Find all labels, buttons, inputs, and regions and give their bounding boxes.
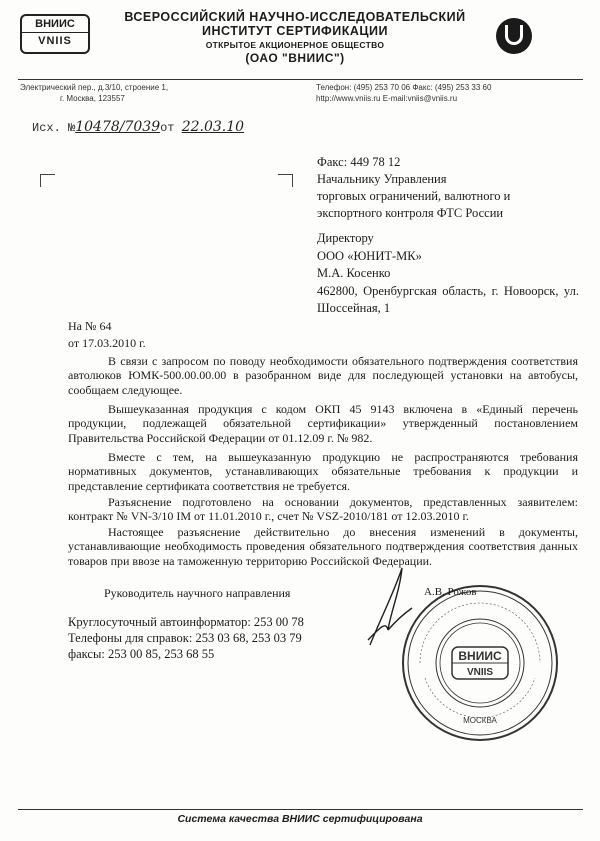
org-title-line3: ОТКРЫТОЕ АКЦИОНЕРНОЕ ОБЩЕСТВО (205, 40, 385, 50)
header-divider (18, 79, 583, 80)
recipient2-line1: Директору (317, 231, 374, 245)
signer-name: А.В. Рожов (424, 586, 477, 598)
footer-quality-note: Система качества ВНИИС сертифицирована (177, 813, 423, 825)
address-corner-left (40, 174, 55, 187)
org-title-line2: ИНСТИТУТ СЕРТИФИКАЦИИ (202, 24, 388, 38)
reference-from: от (160, 121, 175, 135)
reference-prefix: Исх. № (32, 121, 76, 135)
body-paragraph-5: Настоящее разъяснение действительно до внесения изменений в документы, устанавливающие необходимость проведения обязательного подтверждения соответствия данных товаров при ввозе на таможенную территорию Российской Федерации. (68, 525, 578, 568)
outgoing-reference (32, 119, 244, 135)
org-phone-fax: Телефон: (495) 253 70 06 Факс: (495) 253 33 60 (316, 83, 492, 92)
org-web-email: http://www.vniis.ru E-mail:vniis@vniis.ru (316, 94, 458, 103)
fax-numbers-line: факсы: 253 00 85, 253 68 55 (68, 647, 215, 661)
address-corner-right (278, 174, 293, 187)
autoinformer-line: Круглосуточный автоинформатор: 253 00 78 (68, 615, 304, 629)
org-address-line2: г. Москва, 123557 (60, 94, 125, 103)
stamp-center-en: VNIIS (466, 667, 494, 678)
reply-reference (68, 318, 146, 352)
recipient-fax: Факс: 449 78 12 (317, 155, 401, 169)
reference-date: 22.03.10 (181, 119, 245, 135)
logo-en-text: VNIIS (38, 35, 72, 47)
org-address-line1: Электрический пер., д.3/10, строение 1, (20, 83, 169, 92)
signer-position: Руководитель научного направления (104, 586, 291, 600)
reply-date: от 17.03.2010 г. (68, 336, 146, 350)
footer-divider (18, 809, 583, 810)
vniis-logo (20, 14, 90, 54)
body-paragraph-2: Вышеуказанная продукция с кодом ОКП 45 9143 включена в «Единый перечень продукции, подлежащей обязательной сертификации» утвержденный постановлением Правительства Российской Федерации от 01.12.09 г. № 982. (68, 402, 578, 445)
recipient-block-2 (317, 230, 579, 318)
recipient1-line1: Начальнику Управления (317, 172, 447, 186)
inquiry-phones-line: Телефоны для справок: 253 03 68, 253 03 79 (68, 631, 302, 645)
certification-mark-icon (496, 18, 532, 54)
logo-ru-text: ВНИИС (22, 16, 88, 33)
recipient1-line2: торговых ограничений, валютного и (317, 189, 511, 203)
reply-number: На № 64 (68, 319, 112, 333)
stamp-city: МОСКВА (463, 716, 497, 725)
body-paragraph-4: Разъяснение подготовлено на основании документов, представленных заявителем: контракт № VN-3/10 IM от 11.01.2010 г., счет № VSZ-2010/181 от 12.03.2010 г. (68, 495, 578, 524)
stamp-center-ru: ВНИИС (458, 649, 502, 663)
recipient2-line2: ООО «ЮНИТ-МК» (317, 248, 422, 263)
org-title-line4: (ОАО "ВНИИС") (245, 51, 345, 65)
recipient1-line3: экспортного контроля ФТС России (317, 206, 504, 220)
body-paragraph-3: Вместе с тем, на вышеуказанную продукцию не распространяются требования нормативных документов, устанавливающих обязательные требования к продукции и представление сертификата соответствия не требуется. (68, 450, 578, 493)
recipient-block-1 (317, 154, 510, 222)
recipient2-address: 462800, Оренбургская область, г. Новоорск, ул. Шоссейная, 1 (317, 283, 579, 315)
round-stamp (400, 583, 560, 743)
recipient2-line3: М.А. Косенко (317, 266, 391, 280)
reference-number: 10478/7039 (75, 119, 161, 135)
org-title-line1: ВСЕРОССИЙСКИЙ НАУЧНО-ИССЛЕДОВАТЕЛЬСКИЙ (124, 10, 466, 24)
phone-contacts (68, 614, 304, 662)
body-paragraph-1: В связи с запросом по поводу необходимости обязательного подтверждения соответствия автолюков ЮМК-500.00.00.00 в разобранном виде для последующей установки на автобусы, сообщаем следующее. (68, 354, 578, 397)
